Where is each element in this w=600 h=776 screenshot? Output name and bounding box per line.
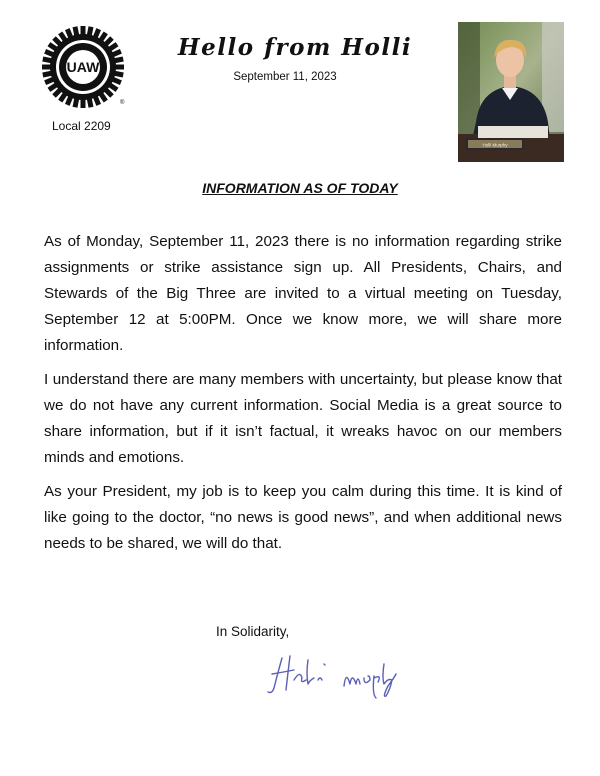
logo-text: UAW — [66, 59, 100, 75]
section-heading: INFORMATION AS OF TODAY — [202, 180, 398, 196]
body-paragraph: As of Monday, September 11, 2023 there is no information regarding strike assignments or strike assistance sign up. All Presidents, Chairs, and Stewards of the Big Three are invited to a virtual meeting on Tuesday, September 12 at 5:00PM. Once we know more, we will share more information. — [44, 233, 562, 354]
body-paragraph: I understand there are many members with uncertainty, but please know that we do not have any current information. Social Media is a great source to share information, but if it isn’t factual, it wreaks havoc on our members minds and emotions. — [44, 371, 562, 466]
greeting-title: Hello from Holli — [177, 34, 413, 61]
closing-salutation: In Solidarity, — [216, 624, 290, 639]
signature — [264, 650, 414, 700]
nameplate-text: Holli Murphy — [482, 142, 508, 148]
registered-mark: ® — [120, 100, 125, 106]
president-photo — [458, 22, 564, 162]
local-number: Local 2209 — [52, 119, 111, 133]
letter-body — [44, 229, 562, 565]
letter-date: September 11, 2023 — [233, 71, 337, 83]
body-paragraph: As your President, my job is to keep you calm during this time. It is kind of like going to the doctor, “no news is good news”, and when additional news needs to be shared, we will do that. — [44, 483, 562, 552]
uaw-logo — [40, 24, 126, 110]
